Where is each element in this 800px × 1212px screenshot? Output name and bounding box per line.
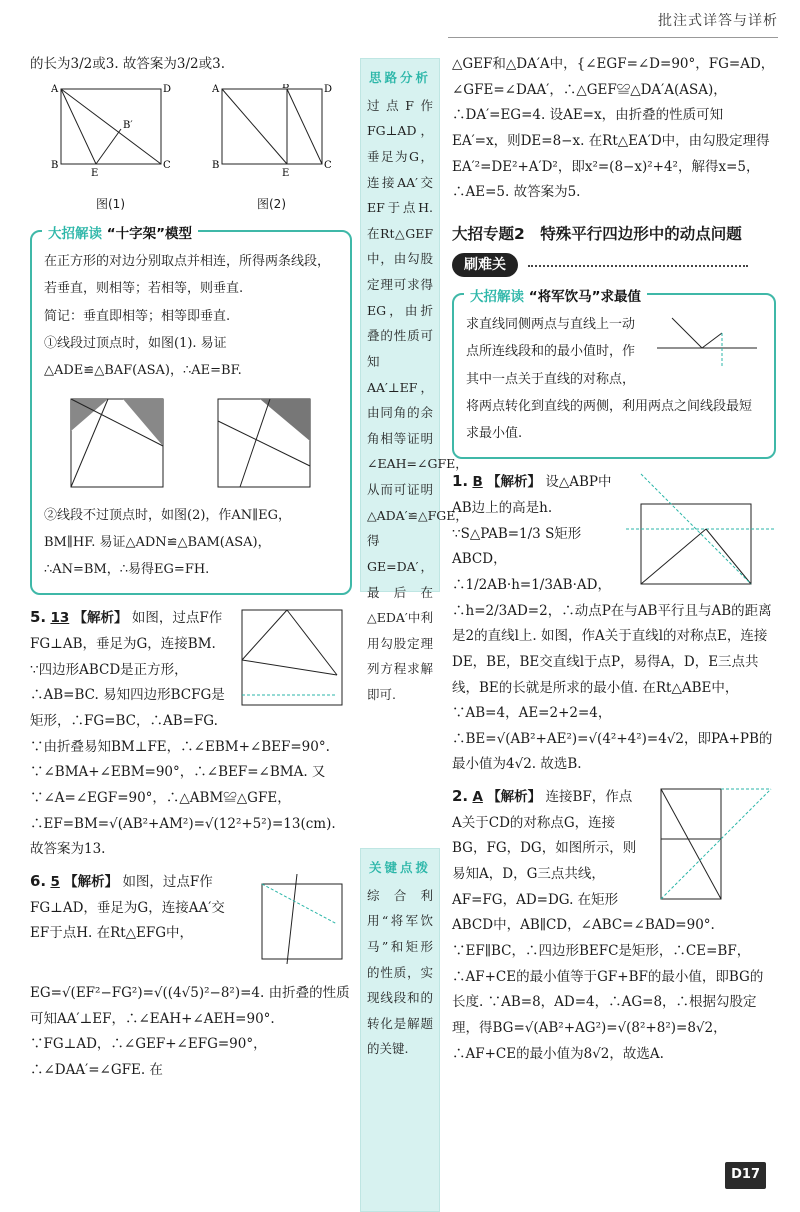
section-title: 大招专题2 特殊平行四边形中的动点问题 bbox=[452, 224, 742, 243]
tip-label-title: “将军饮马”求最值 bbox=[528, 288, 641, 305]
question-5-diagram bbox=[232, 605, 352, 715]
tip-figures bbox=[44, 391, 338, 496]
svg-text:B′: B′ bbox=[122, 119, 133, 131]
tip-figure-2-diagram bbox=[210, 391, 320, 496]
intro-line: 的长为3/2或3. 故答案为3/2或3. bbox=[30, 56, 226, 72]
question-6-answer: 5 bbox=[50, 873, 60, 890]
svg-text:E: E bbox=[281, 167, 289, 179]
svg-text:D: D bbox=[162, 83, 171, 95]
page-number: D17 bbox=[725, 1162, 766, 1189]
question-1-answer: B bbox=[472, 474, 483, 491]
question-6-text: 如图，过点F作FG⊥AD，垂足为G，连接AA′交EF于点H. 在Rt△EFG中，EG=√(EF²−FG²)=√((4√5)²−8²)=4. 由折叠的性质可知AA′⊥EF，∴∠EAH+∠AEH=90°. ∵FG⊥AD，∴∠GEF+∠EFG=90°，∴∠DAA′=∠GFE. 在 bbox=[30, 873, 350, 1078]
question-6-number: 6. bbox=[30, 871, 47, 890]
svg-text:A: A bbox=[211, 83, 219, 95]
difficulty-badge: 刷难关 bbox=[452, 253, 518, 277]
tip-line: ①线段过顶点时，如图(1). 易证△ADE≌△BAF(ASA)，∴AE=BF. bbox=[44, 335, 242, 379]
question-5-tag: 【解析】 bbox=[73, 610, 128, 627]
question-2-answer: A bbox=[472, 789, 483, 806]
question-1-text: 设△ABP中AB边上的高是h. ∵S△PAB=1/3 S矩形ABCD，∴1/2AB·h=1/3AB·AD，∴h=2/3AD=2，∴动点P在与AB平行且与AB的距离是2的直线l上. 如图，作A关于直线l的对称点E，连接DE，BE，BE交直线l于点P，易得A，D，E三点共线，BE的长就是所求的最小值. 在Rt△ABE中，∵AB=4，AE=2+2=4，∴BE=√(AB²+AE²)=√(4²+4²)=4√2，即PA+PB的最小值为4√2. 故选B. bbox=[452, 474, 773, 773]
svg-text:B: B bbox=[50, 159, 58, 171]
question-1-number: 1. bbox=[452, 472, 469, 491]
tip-line: 在正方形的对边分别取点并相连，所得两条线段，若垂直，则相等；若相等，则垂直. bbox=[44, 254, 331, 297]
tip-line: ②线段不过顶点时，如图(2)，作AN∥EG，BM∥HF. 易证△ADN≌△BAM(ASA)，∴AN=BM，∴易得EG=FH. bbox=[44, 507, 292, 578]
question-1-tag: 【解析】 bbox=[487, 474, 542, 491]
annotation-title: 关键点拨 bbox=[368, 860, 431, 875]
tip-label-title: “十字架”模型 bbox=[106, 226, 192, 243]
question-1 bbox=[452, 467, 776, 778]
tip-text: 求直线同侧两点与直线上一动点所连线段和的最小值时，作其中一点关于直线的对称点，将两点转化到直线的两侧，利用两点之间线段最短求最小值. bbox=[466, 316, 753, 442]
tip-label-prefix: 大招解读 bbox=[470, 288, 524, 305]
figure-2-diagram bbox=[212, 84, 332, 184]
general-diagram bbox=[652, 313, 762, 373]
tip-figure-1-diagram bbox=[63, 391, 173, 496]
question-5-answer: 13 bbox=[50, 610, 70, 627]
annotation-text: 综合利用“将军饮马”和矩形的性质，实现线段和的转化是解题的关键. bbox=[367, 887, 433, 1057]
question-1-diagram bbox=[626, 469, 776, 589]
question-6 bbox=[30, 867, 352, 1084]
question-2-text: 连接BF，作点A关于CD的对称点G，连接BG，FG，DG，如图所示，则易知A，D，G三点共线，AF=FG，AD=DG. 在矩形ABCD中，AB∥CD，∠ABC=∠BAD=90°. ∵EF∥BC，∴四边形BEFC是矩形，∴CE=BF，∴AF+CE的最小值等于GF+BF的最小值，即BG的长度. ∵AB=8，AD=4，∴AG=8，∴根据勾股定理，得BG=√(AB²+AG²)=√(8²+8²)=8√2，∴AF+CE的最小值为8√2，故选A. bbox=[452, 789, 764, 1062]
dotted-divider bbox=[528, 265, 748, 267]
badge-row bbox=[452, 253, 776, 279]
svg-text:E: E bbox=[90, 167, 98, 179]
tip-box-general bbox=[452, 288, 776, 459]
svg-text:B′: B′ bbox=[281, 83, 292, 91]
page-header: 批注式详答与详析 bbox=[448, 8, 778, 38]
svg-text:C: C bbox=[162, 159, 171, 171]
question-5-number: 5. bbox=[30, 608, 47, 627]
tip-box-cross bbox=[30, 226, 352, 595]
tip-line: 简记：垂直即相等；相等即垂直. bbox=[44, 308, 231, 324]
svg-text:B: B bbox=[211, 159, 219, 171]
question-6-diagram bbox=[242, 869, 352, 979]
question-2-diagram bbox=[646, 784, 776, 904]
question-2-number: 2. bbox=[452, 787, 469, 806]
figure-1-caption: 图(1) bbox=[96, 197, 125, 212]
svg-text:A: A bbox=[50, 83, 58, 95]
left-column bbox=[30, 52, 352, 1087]
annotation-box-analysis bbox=[360, 58, 468, 702]
question-5 bbox=[30, 603, 352, 862]
question-6-tag: 【解析】 bbox=[64, 873, 119, 890]
tip-label-prefix: 大招解读 bbox=[48, 226, 102, 243]
svg-text:C: C bbox=[323, 159, 332, 171]
right-column bbox=[452, 52, 776, 1071]
svg-text:D: D bbox=[323, 83, 332, 95]
question-2 bbox=[452, 782, 776, 1067]
annotation-column bbox=[360, 58, 468, 1057]
figure-2-caption: 图(2) bbox=[257, 197, 286, 212]
annotation-box-key bbox=[360, 848, 440, 1212]
annotation-title: 思路分析 bbox=[368, 70, 431, 85]
tip-label bbox=[42, 220, 198, 248]
tip-label bbox=[464, 283, 647, 311]
figure-row-top bbox=[30, 84, 352, 216]
continued-solution: △GEF和△DA′A中，{∠EGF=∠D=90°，FG=AD，∠GFE=∠DAA′，∴△GEF≌△DA′A(ASA)，∴DA′=EG=4. 设AE=x，由折叠的性质可知EA′=x，则DE=8−x. 在Rt△EA′D中，由勾股定理得EA′²=DE²+A′D²，即x²=(8−x)²+4²，解得x=5，∴AE=5. 故答案为5. bbox=[452, 56, 775, 201]
question-2-tag: 【解析】 bbox=[487, 789, 542, 806]
figure-1-diagram bbox=[51, 84, 171, 184]
question-5-text: 如图，过点F作FG⊥AB，垂足为G，连接BM. ∵四边形ABCD是正方形，∴AB=BC. 易知四边形BCFG是矩形，∴FG=BC，∴AB=FG. ∵由折叠易知BM⊥FE，∴∠EBM+∠BEF=90°. ∵∠BMA+∠EBM=90°，∴∠BEF=∠BMA. 又∵∠A=∠EGF=90°，∴△ABM≌△GFE，∴EF=BM=√(AB²+AM²)=√(12²+5²)=13(cm). 故答案为13. bbox=[30, 610, 336, 858]
annotation-text: 过点F作FG⊥AD，垂足为G，连接AA′交EF于点H. 在Rt△GEF中，由勾股定理可求得EG，由折叠的性质可知AA′⊥EF，由同角的余角相等证明∠EAH=∠GFE，从而可证明△ADA′≌△FGE，得GE=DA′，最后在△EDA′中利用勾股定理列方程求解即可. bbox=[367, 97, 468, 702]
